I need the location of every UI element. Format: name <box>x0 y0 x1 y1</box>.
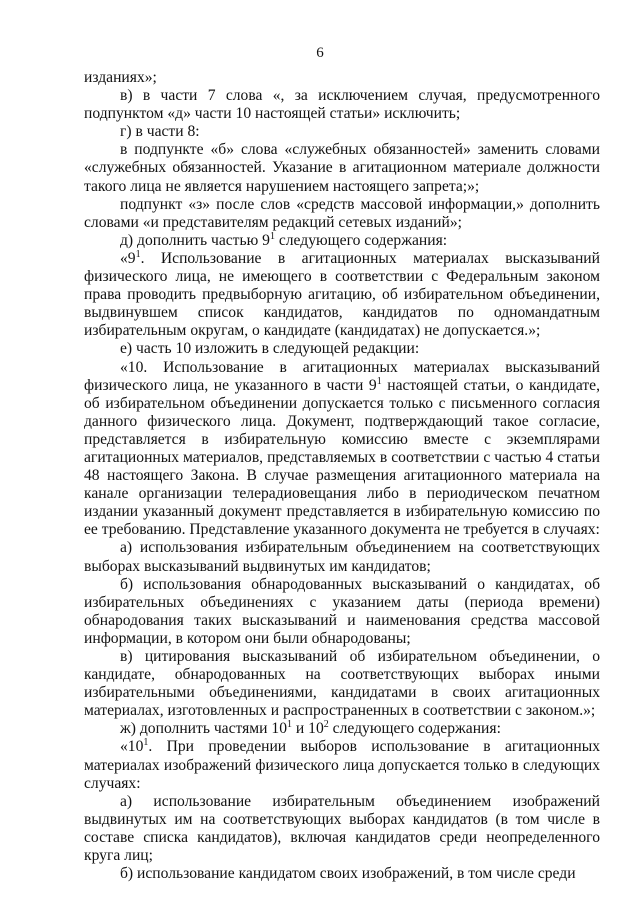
paragraph-p6 <box>84 232 600 250</box>
text-run: б) использование кандидатом своих изображений, в том числе среди <box>120 865 576 883</box>
paragraph-p5 <box>84 196 600 232</box>
superscript: 1 <box>135 248 141 260</box>
text-run: б) использования обнародованных высказываний о кандидатах, об избирательных объединениях с указанием даты (периода времени) обнародования таких высказываний и наименования средства массовой информации, в котором они были обнародованы; <box>84 575 600 647</box>
document-body <box>84 69 600 883</box>
text-run: изданиях»; <box>84 69 157 86</box>
text-run: . Использование в агитационных материалах высказываний физического лица, не имеющего в соответствии с Федеральным законом права проводить предвыборную агитацию, об избирательном объединении, выдвинувшем список кандидатов, кандидатов по одномандатным избирательным округам, о кандидате (кандидатах) не допускается.»; <box>84 249 600 340</box>
text-run: а) использования избирательным объединением на соответствующих выборах высказываний выдвинутых им кандидатов; <box>84 539 600 575</box>
paragraph-p16 <box>84 865 600 883</box>
text-run: в) в части 7 слова «, за исключением случая, предусмотренного подпунктом «д» части 10 настоящей статьи» исключить; <box>84 87 600 123</box>
paragraph-p7 <box>84 250 600 340</box>
text-run: а) использование избирательным объединением изображений выдвинутых им на соответствующих выборах кандидатов (в том числе в составе списка кандидатов), включая кандидатов среди неопределенного круга лиц; <box>84 792 600 865</box>
text-run: «10 <box>120 738 144 756</box>
superscript: 1 <box>269 230 275 242</box>
page-number: 6 <box>316 45 324 61</box>
paragraph-p14 <box>84 738 600 792</box>
text-run: следующего содержания: <box>274 231 448 249</box>
paragraph-p3 <box>84 123 600 141</box>
text-run: д) дополнить частью 9 <box>120 231 270 249</box>
text-run: г) в части 8: <box>120 123 200 141</box>
paragraph-p15 <box>84 793 600 865</box>
text-run: . При проведении выборов использование в агитационных материалах изображений физического лица допускается только в следующих случаях: <box>84 738 600 792</box>
text-run: в подпункте «б» слова «служебных обязанностей» заменить словами «служебных обязанностей. Указание в агитационном материале должности такого лица не является нарушением настоящего запрета;»; <box>84 141 600 195</box>
text-run: е) часть 10 изложить в следующей редакции: <box>120 340 420 358</box>
text-run: ж) дополнить частями 10 <box>120 720 288 738</box>
text-run: следующего содержания: <box>328 720 501 738</box>
superscript: 1 <box>143 737 149 749</box>
paragraph-p2 <box>84 87 600 123</box>
text-run: в) цитирования высказываний об избирательном объединении, о кандидате, обнародованных на соответствующих выборах иными избирательными объединениями, кандидатами в своих агитационных материалах, изготовленных и распространенных в соответствии с законом.»; <box>84 648 600 720</box>
paragraph-p8 <box>84 340 600 358</box>
superscript: 1 <box>376 375 382 387</box>
text-run: подпункт «з» после слов «средств массовой информации,» дополнить словами «и представителям редакций сетевых изданий»; <box>84 195 600 231</box>
paragraph-p10 <box>84 539 600 575</box>
paragraph-p4 <box>84 141 600 195</box>
paragraph-p1 <box>84 69 600 87</box>
paragraph-p11 <box>84 576 600 648</box>
text-run: «9 <box>120 249 136 267</box>
paragraph-p12 <box>84 648 600 720</box>
superscript: 2 <box>323 719 329 731</box>
text-run: «10. Использование в агитационных материалах высказываний физического лица, не указанного в части 9 <box>84 358 600 394</box>
superscript: 1 <box>287 719 293 731</box>
paragraph-p9 <box>84 359 600 540</box>
paragraph-p13 <box>84 720 600 738</box>
text-run: настоящей статьи, о кандидате, об избирательном объединении допускается только с письменного согласия данного физического лица. Документ, подтверждающий такое согласие, представляется в избирательную комиссию вместе с экземплярами агитационных материалов, представляемых в соответствии с частью 4 статьи 48 настоящего Закона. В случае размещения агитационного материала на канале организации телерадиовещания либо в периодическом печатном издании указанный документ представляется в избирательную комиссию по ее требованию. Представление указанного документа не требуется в случаях: <box>84 376 600 539</box>
text-run: и 10 <box>292 720 324 738</box>
